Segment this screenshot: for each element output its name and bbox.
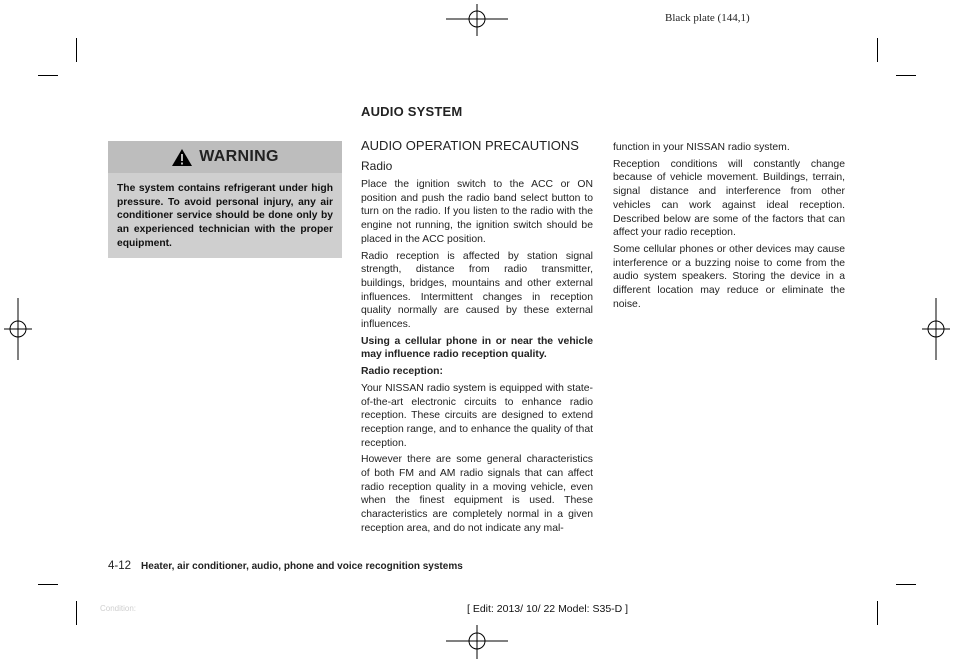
crop-mark: [38, 75, 58, 76]
paragraph: Some cellular phones or other devices may cause interference or a buzzing noise to come from the audio system speakers. Storing the device in a different location may reduce or eliminate the noise.: [613, 243, 845, 310]
text-column-2: [613, 141, 845, 314]
chapter-title: Heater, air conditioner, audio, phone and voice recognition systems: [141, 561, 463, 572]
crop-mark: [76, 38, 77, 62]
paragraph-bold: Using a cellular phone in or near the vehicle may influence radio reception quality.: [361, 335, 593, 361]
registration-mark-bottom: [446, 625, 508, 659]
section-title: AUDIO SYSTEM: [361, 104, 463, 119]
page-footer: [108, 560, 463, 572]
edit-info: [ Edit: 2013/ 10/ 22 Model: S35-D ]: [467, 603, 629, 615]
crop-mark: [76, 601, 77, 625]
crop-mark: [877, 38, 878, 62]
crop-mark: [896, 75, 916, 76]
warning-title: WARNING: [199, 148, 279, 165]
paragraph: However there are some general characteristics of both FM and AM radio signals that can affect radio reception quality in a moving vehicle, even when the finest equipment is used. These characteristics are completely normal in a given reception area, and do not indicate any mal-: [361, 454, 593, 534]
warning-header: [108, 141, 342, 173]
radio-subheading: Radio: [361, 159, 393, 173]
crop-mark: [877, 601, 878, 625]
registration-mark-left: [4, 298, 32, 360]
registration-mark-top: [446, 4, 508, 36]
paragraph: Reception conditions will constantly change because of vehicle movement. Buildings, terrain, signal distance and interference from other vehicles can work against ideal reception. Described below are some of the factors that can affect your radio reception.: [613, 158, 845, 239]
crop-mark: [38, 584, 58, 585]
paragraph: Place the ignition switch to the ACC or ON position and push the radio band select button to turn on the radio. If you listen to the radio with the engine not running, the ignition switch should be placed in the ACC position.: [361, 179, 593, 245]
warning-text: The system contains refrigerant under high pressure. To avoid personal injury, any air conditioner service should be done only by an experienced technician with the proper equipment.: [117, 183, 333, 249]
text-column-1: [361, 178, 593, 539]
registration-mark-right: [922, 298, 950, 360]
warning-triangle-icon: [171, 148, 193, 167]
paragraph: Your NISSAN radio system is equipped with state-of-the-art electronic circuits to enhance radio reception. These circuits are designed to extend reception range, and to enhance the quality of that reception.: [361, 382, 593, 449]
plate-label: Black plate (144,1): [665, 12, 750, 24]
paragraph: Radio reception is affected by station signal strength, distance from radio transmitter, buildings, bridges, mountains and other external influences. Intermittent changes in reception quality normally are caused by these external influences.: [361, 250, 593, 331]
crop-mark: [896, 584, 916, 585]
paragraph-bold: Radio reception:: [361, 366, 443, 378]
precautions-heading: AUDIO OPERATION PRECAUTIONS: [361, 138, 579, 153]
warning-box: [108, 141, 342, 258]
paragraph: function in your NISSAN radio system.: [613, 142, 790, 153]
page-number: 4-12: [108, 560, 132, 572]
condition-label: Condition:: [100, 604, 137, 613]
